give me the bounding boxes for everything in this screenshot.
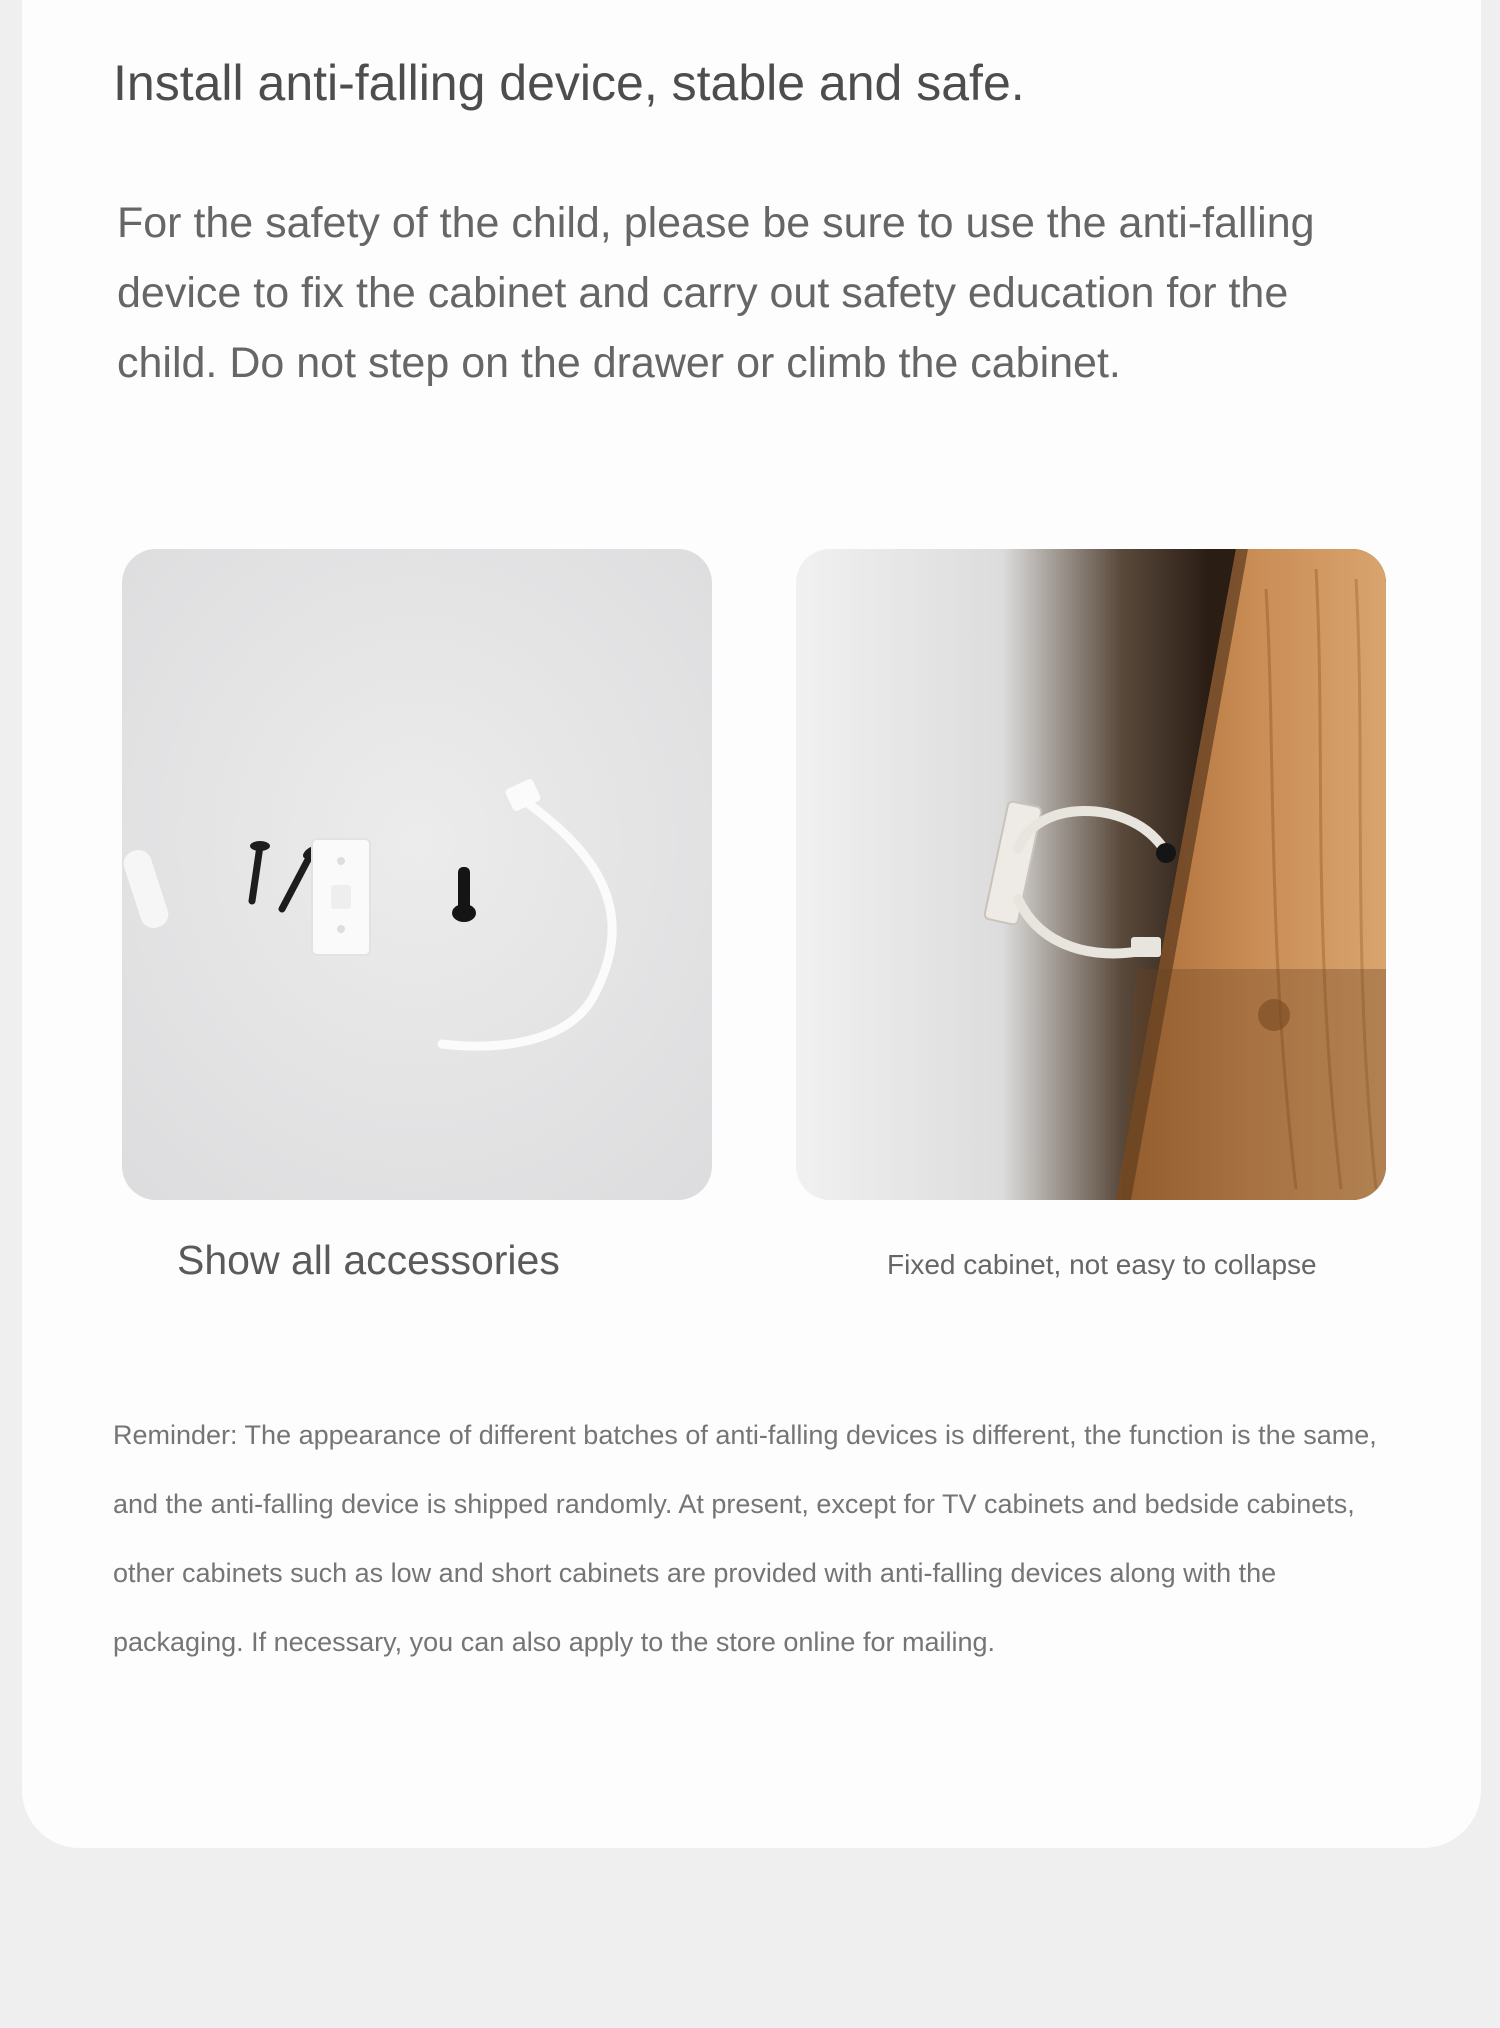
installed-caption: Fixed cabinet, not easy to collapse	[887, 1249, 1317, 1280]
accessories-photo	[122, 549, 712, 1200]
accessories-caption: Show all accessories	[177, 1237, 560, 1283]
mounting-bracket	[312, 839, 370, 955]
reminder-text: Reminder: The appearance of different batches of anti-falling devices is different, the function is the same, and the anti-falling device is shipped randomly. At present, except for TV cabinets and bedside cabinets, other cabinets such as low and short cabinets are provided with anti-falling devices along with the packaging. If necessary, you can also apply to the store online for mailing.	[113, 1420, 1377, 1657]
safety-intro-text: For the safety of the child, please be sure to use the anti-falling device to fix the cabinet and carry out safety education for the child. Do not step on the drawer or climb the cabinet.	[117, 199, 1315, 387]
installed-device-photo	[796, 549, 1386, 1200]
page-title: Install anti-falling device, stable and safe.	[113, 55, 1025, 111]
